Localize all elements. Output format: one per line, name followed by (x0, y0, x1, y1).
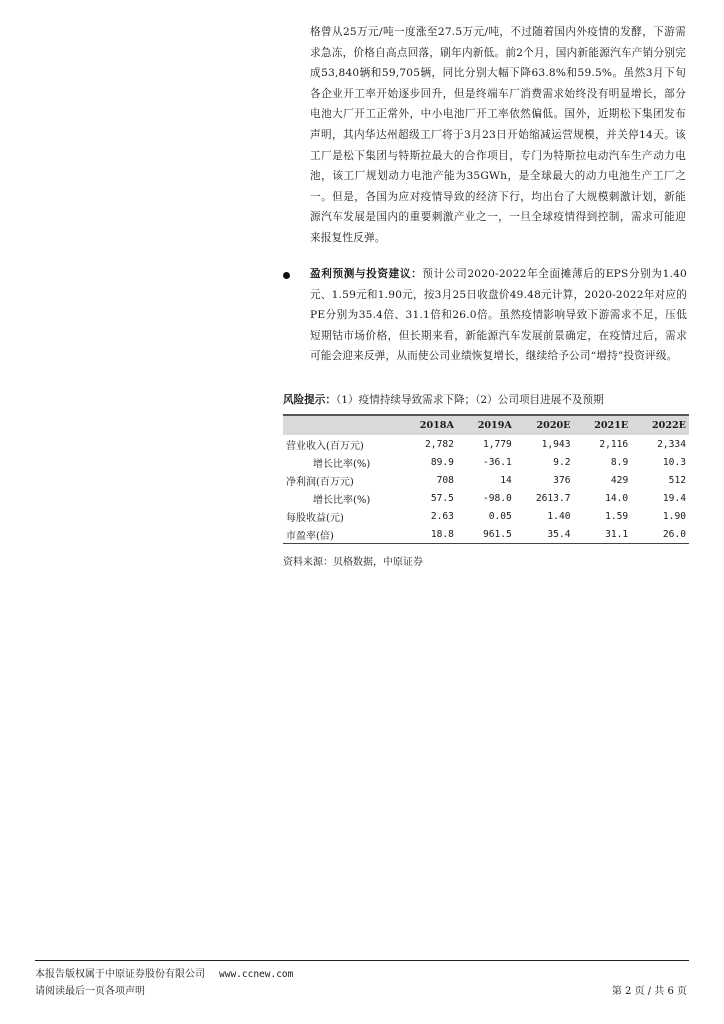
earnings-forecast-body: 预计公司2020-2022年全面摊薄后的EPS分别为1.40元、1.59元和1.90元，按3月25日收盘价49.48元计算，2020-2022年对应的PE分别为35.4倍、31.1倍和26.0倍。虽然疫情影响导致下游需求不足，压低短期钴市场价格，但长期来看，新能源汽车发展前景确定，在疫情过后，需求可能会迎来反弹，从而使公司业绩恢复增长，继续给予公司“增持”投资评级。 (310, 268, 687, 363)
table-cell: 10.3 (662, 456, 686, 468)
table-cell: -98.0 (482, 492, 512, 504)
table-cell: 31.1 (574, 525, 632, 544)
footer-disclaimer: 请阅读最后一页各项声明 (35, 986, 145, 997)
table-cell: 9.2 (553, 456, 571, 468)
table-header-year: 2019A (457, 415, 515, 435)
table-cell: -36.1 (482, 456, 512, 468)
table-cell: 89.9 (430, 456, 454, 468)
table-header-blank (283, 415, 399, 435)
table-cell: 26.0 (631, 525, 689, 544)
row-label: 增长比率(%) (313, 494, 371, 506)
table-cell: 19.4 (662, 492, 686, 504)
table-cell: 708 (436, 474, 454, 486)
table-cell: 57.5 (430, 492, 454, 504)
footer-divider (35, 960, 689, 961)
risk-text: （1）疫情持续导致需求下降；（2）公司项目进展不及预期 (335, 394, 604, 406)
table-cell: 2,116 (599, 438, 629, 450)
body-paragraph: 格曾从25万元/吨一度涨至27.5万元/吨，不过随着国内外疫情的发酵，下游需求急冻，价格自高点回落，刷年内新低。前2个月，国内新能源汽车产销分别完成53,840辆和59,705辆，同比分别大幅下降63.8%和59.5%。虽然3月下旬各企业开工率开始逐步回升，但是终端车厂消费需求始终没有明显增长，部分电池大厂开工正常外，中小电池厂开工率依然偏低。国外，近期松下集团发布声明，其内华达州超级工厂将于3月23日开始缩减运营规模，并关停14天。该工厂是松下集团与特斯拉最大的合作项目，专门为特斯拉电动汽车生产动力电池，该工厂规划动力电池产能为35GWh，是全球最大的动力电池生产工厂之一。但是，各国为应对疫情导致的经济下行，均出台了大规模刺激计划，新能源汽车发展是国内的重要刺激产业之一，一旦全球疫情得到控制，需求可能迎来报复性反弹。 (310, 26, 686, 244)
footer-copyright: 本报告版权属于中原证券股份有限公司 (35, 969, 205, 980)
table-cell: 14.0 (605, 492, 629, 504)
risk-heading: 风险提示： (283, 394, 336, 406)
row-label: 市盈率(倍) (283, 525, 399, 544)
table-cell: 1.40 (547, 510, 571, 522)
bullet-icon (283, 272, 290, 279)
table-cell: 512 (668, 474, 686, 486)
earnings-forecast-heading: 盈利预测与投资建议： (310, 268, 423, 280)
table-row (283, 507, 689, 525)
table-row (283, 471, 689, 489)
table-cell: 1.59 (605, 510, 629, 522)
table-cell: 8.9 (610, 456, 629, 468)
table-cell: 1.90 (662, 510, 686, 522)
row-label: 增长比率(%) (313, 458, 371, 470)
table-source-note: 资料来源：贝格数据，中原证券 (283, 557, 423, 568)
table-row (283, 453, 689, 471)
table-row (283, 435, 689, 453)
table-cell: 2,334 (657, 438, 686, 450)
table-header-year: 2020E (515, 415, 574, 435)
financial-forecast-table (283, 414, 689, 544)
table-header-row (283, 415, 689, 435)
table-cell: 1,779 (482, 438, 512, 450)
footer-page-number: 第 2 页 / 共 6 页 (611, 986, 687, 997)
table-cell: 0.05 (488, 510, 512, 522)
footer-url-link[interactable]: www.ccnew.com (219, 969, 294, 980)
table-header-year: 2022E (631, 415, 689, 435)
table-row (283, 525, 689, 544)
table-cell: 35.4 (515, 525, 574, 544)
table-cell: 2613.7 (535, 492, 571, 504)
table-cell: 2,782 (425, 438, 454, 450)
table-cell: 18.8 (399, 525, 457, 544)
earnings-forecast-section (283, 264, 687, 367)
row-label: 净利润(百万元) (286, 476, 354, 488)
row-label: 每股收益(元) (286, 512, 344, 524)
table-cell: 961.5 (457, 525, 515, 544)
table-cell: 14 (500, 474, 512, 486)
table-cell: 1,943 (541, 438, 571, 450)
table-cell: 429 (610, 474, 629, 486)
row-label: 营业收入(百万元) (286, 440, 364, 452)
table-cell: 376 (553, 474, 571, 486)
table-cell: 2.63 (430, 510, 454, 522)
table-header-year: 2018A (399, 415, 457, 435)
risk-warning (283, 390, 687, 410)
table-header-year: 2021E (574, 415, 632, 435)
footer-left (35, 966, 293, 1000)
earnings-forecast-text (310, 264, 687, 367)
table-row (283, 489, 689, 507)
